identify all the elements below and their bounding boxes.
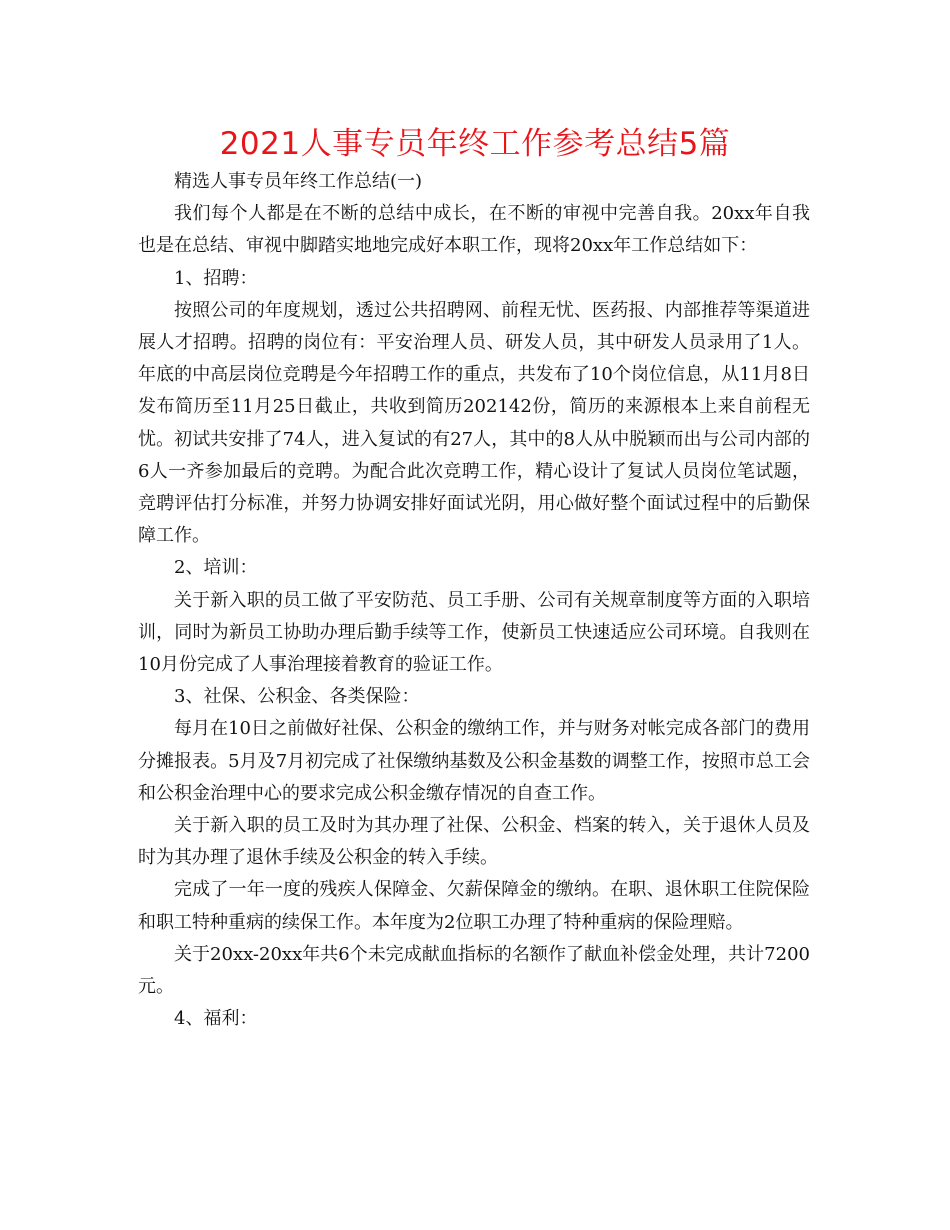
paragraph-blood-donation: 关于20xx-20xx年共6个未完成献血指标的名额作了献血补偿金处理，共计7200元。: [138, 943, 810, 998]
paragraph-insurance-new-staff: 关于新入职的员工及时为其办理了社保、公积金、档案的转入，关于退休人员及时为其办理了退休手续及公积金的转入手续。: [138, 815, 810, 869]
paragraph-insurance-annual: 完成了一年一度的残疾人保障金、欠薪保障金的缴纳。在职、退休职工住院保险和职工特种重病的续保工作。本年度为2位职工办理了特种重病的保险理赔。: [138, 879, 810, 933]
section-heading-welfare: 4、福利：: [174, 1008, 258, 1030]
document-title: 2021人事专员年终工作参考总结5篇: [219, 126, 731, 162]
section-heading-recruitment: 1、招聘：: [174, 267, 258, 289]
document-body: [138, 166, 810, 1035]
section-heading-insurance: 3、社保、公积金、各类保险：: [174, 686, 420, 708]
section-heading-training: 2、培训：: [174, 557, 258, 579]
paragraph-recruitment: 按照公司的年度规划，透过公共招聘网、前程无忧、医药报、内部推荐等渠道进展人才招聘。招聘的岗位有：平安治理人员、研发人员，其中研发人员录用了1人。年底的中高层岗位竞聘是今年招聘工作的重点，共发布了10个岗位信息，从11月8日发布简历至11月25日截止，共收到简历202142份，简历的来源根本上来自前程无忧。初试共安排了74人，进入复试的有27人，其中的8人从中脱颖而出与公司内部的6人一齐参加最后的竞聘。为配合此次竞聘工作，精心设计了复试人员岗位笔试题，竞聘评估打分标准，并努力协调安排好面试光阴，用心做好整个面试过程中的后勤保障工作。: [138, 299, 810, 547]
section-heading-summary-one: 精选人事专员年终工作总结(一): [174, 171, 423, 192]
paragraph-training: 关于新入职的员工做了平安防范、员工手册、公司有关规章制度等方面的入职培训，同时为新员工协助办理后勤手续等工作，使新员工快速适应公司环境。自我则在10月份完成了人事治理接着教育的验证工作。: [138, 589, 810, 676]
paragraph-insurance-monthly: 每月在10日之前做好社保、公积金的缴纳工作，并与财务对帐完成各部门的费用分摊报表。5月及7月初完成了社保缴纳基数及公积金基数的调整工作，按照市总工会和公积金治理中心的要求完成公积金缴存情况的自查工作。: [138, 718, 810, 804]
paragraph-intro: 我们每个人都是在不断的总结中成长，在不断的审视中完善自我。20xx年自我也是在总结、审视中脚踏实地地完成好本职工作，现将20xx年工作总结如下：: [138, 203, 810, 257]
